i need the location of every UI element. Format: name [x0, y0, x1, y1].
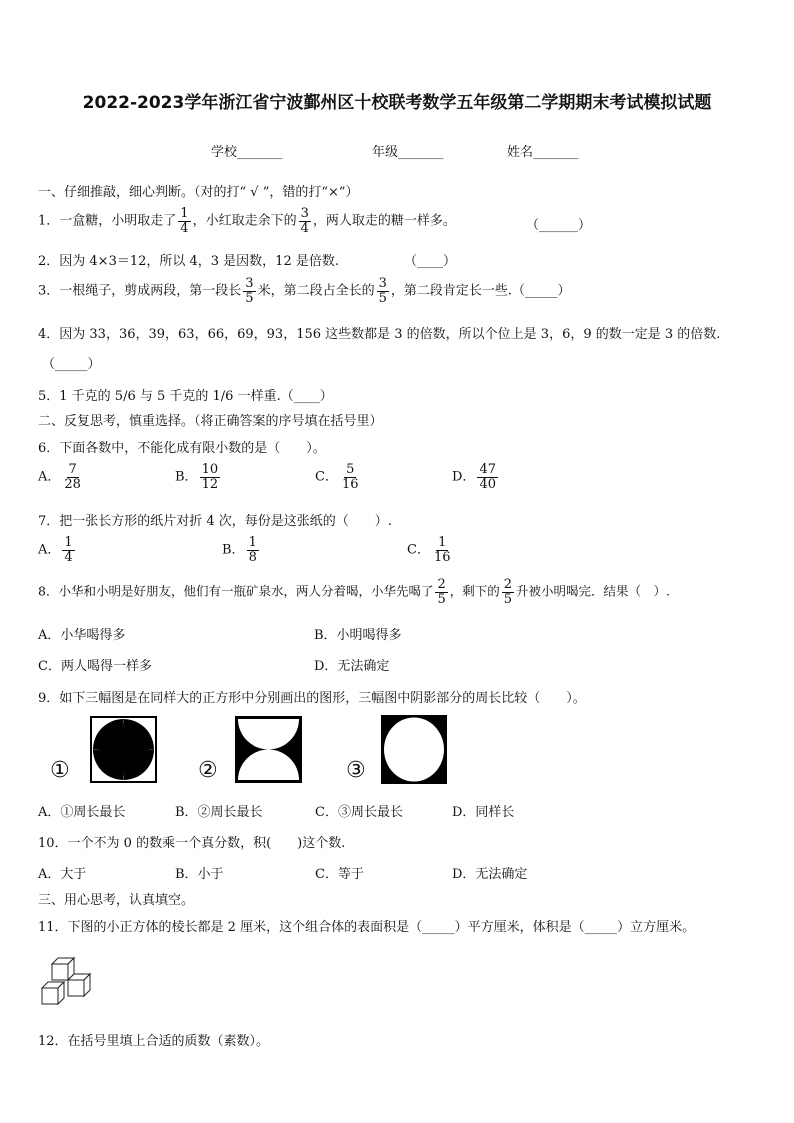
q7-option-b[interactable]: B． $\frac{1}{8}$ — [222, 535, 257, 565]
figure-1-astroid — [90, 716, 157, 783]
q8-text-b: ，剩下的 — [449, 583, 500, 599]
section-heading-1: 一、仔细推敲，细心判断。（对的打“ √ ”，错的打“×”） — [38, 185, 359, 200]
q8-option-d[interactable]: D．无法确定 — [314, 659, 390, 674]
figure-label-1: ① — [50, 758, 70, 783]
section-heading-3: 三、用心思考，认真填空。 — [38, 893, 195, 908]
q1-answer-blank[interactable]: （______） — [526, 218, 592, 233]
q3-fraction-1: $\frac{3}{5}$ — [245, 276, 254, 306]
q7-option-c[interactable]: C． $\frac{1}{16}$ — [407, 535, 451, 565]
school-field: 学校_______ — [211, 145, 283, 160]
q6-option-d[interactable]: D． $\frac{47}{40}$ — [452, 462, 496, 492]
grade-field: 年级_______ — [372, 145, 444, 160]
q9-option-d[interactable]: D．同样长 — [452, 805, 515, 820]
q1-text-b: ，小红取走余下的 — [192, 213, 297, 229]
q3-fraction-2: $\frac{3}{5}$ — [378, 276, 387, 306]
figure-label-3: ③ — [346, 758, 366, 783]
q10-option-d[interactable]: D．无法确定 — [452, 867, 528, 882]
figure-2-semicircles — [235, 716, 302, 783]
q8-text-a: 8．小华和小明是好朋友，他们有一瓶矿泉水，两人分着喝，小华先喝了 — [38, 583, 434, 599]
q1-text-c: ，两人取走的糖一样多。 — [312, 213, 456, 229]
q3-text-c: ，第二段肯定长一些. — [390, 283, 512, 299]
question-5: 5．1 千克的 5/6 与 5 千克的 1/6 一样重.（____） — [38, 389, 333, 404]
page-title: 2022-2023学年浙江省宁波鄞州区十校联考数学五年级第二学期期末考试模拟试题 — [82, 93, 712, 113]
question-11: 11．下图的小正方体的棱长都是 2 厘米，这个组合体的表面积是（_____）平方厘米，体积是（_____）立方厘米。 — [38, 920, 696, 935]
q8-option-b[interactable]: B．小明喝得多 — [314, 628, 402, 643]
q3-text-b: 米，第二段占全长的 — [257, 283, 375, 299]
figure-label-2: ② — [198, 758, 218, 783]
q1-text-a: 1．一盒糖，小明取走了 — [38, 213, 177, 229]
question-10: 10．一个不为 0 的数乘一个真分数，积( )这个数. — [38, 836, 346, 851]
q8-option-a[interactable]: A．小华喝得多 — [38, 628, 126, 643]
q6-option-b[interactable]: B． $\frac{10}{12}$ — [175, 462, 219, 492]
question-12: 12．在括号里填上合适的质数（素数）。 — [38, 1034, 270, 1049]
question-2: 2．因为 4×3＝12，所以 4，3 是因数，12 是倍数. — [38, 254, 339, 269]
q9-option-c[interactable]: C．③周长最长 — [315, 805, 403, 820]
q4-answer-blank[interactable]: （_____） — [42, 357, 101, 372]
q9-option-b[interactable]: B．②周长最长 — [175, 805, 263, 820]
q8-fraction-1: $\frac{2}{5}$ — [437, 577, 446, 607]
name-field: 姓名_______ — [507, 145, 579, 160]
question-1 — [38, 207, 456, 235]
q3-text-a: 3．一根绳子，剪成两段，第一段长 — [38, 283, 242, 299]
q2-answer-blank[interactable]: （____） — [404, 254, 457, 269]
q6-option-c[interactable]: C． $\frac{5}{16}$ — [315, 462, 359, 492]
q8-fraction-2: $\frac{2}{5}$ — [503, 577, 513, 607]
q10-option-c[interactable]: C．等于 — [315, 867, 364, 882]
q1-fraction-1: $\frac{1}{4}$ — [180, 206, 189, 236]
q10-option-a[interactable]: A．大于 — [38, 867, 87, 882]
question-4: 4．因为 33，36，39，63，66，69，93，156 这些数都是 3 的倍数，所以个位上是 3，6，9 的数一定是 3 的倍数. — [38, 327, 721, 342]
question-8 — [38, 578, 670, 606]
question-6: 6．下面各数中，不能化成有限小数的是（ ）。 — [38, 441, 326, 456]
section-heading-2: 二、反复思考，慎重选择。（将正确答案的序号填在括号里） — [38, 414, 383, 429]
q9-option-a[interactable]: A．①周长最长 — [38, 805, 126, 820]
question-7: 7．把一张长方形的纸片对折 4 次，每份是这张纸的（ ）. — [38, 514, 392, 529]
q3-answer-blank[interactable]: （_____） — [512, 283, 571, 299]
q10-option-b[interactable]: B．小于 — [175, 867, 224, 882]
figure-3-circle — [380, 714, 448, 785]
q1-fraction-2: $\frac{3}{4}$ — [300, 206, 309, 236]
q8-text-c: 升被小明喝完．结果（ ）. — [516, 583, 671, 599]
question-3 — [38, 277, 571, 305]
question-9: 9．如下三幅图是在同样大的正方形中分别画出的图形，三幅图中阴影部分的周长比较（ ）。 — [38, 691, 586, 706]
cube-stack-figure — [38, 955, 94, 1007]
q7-option-a[interactable]: A． $\frac{1}{4}$ — [38, 535, 73, 565]
q8-option-c[interactable]: C．两人喝得一样多 — [38, 659, 152, 674]
q6-option-a[interactable]: A． $\frac{7}{28}$ — [38, 462, 81, 492]
